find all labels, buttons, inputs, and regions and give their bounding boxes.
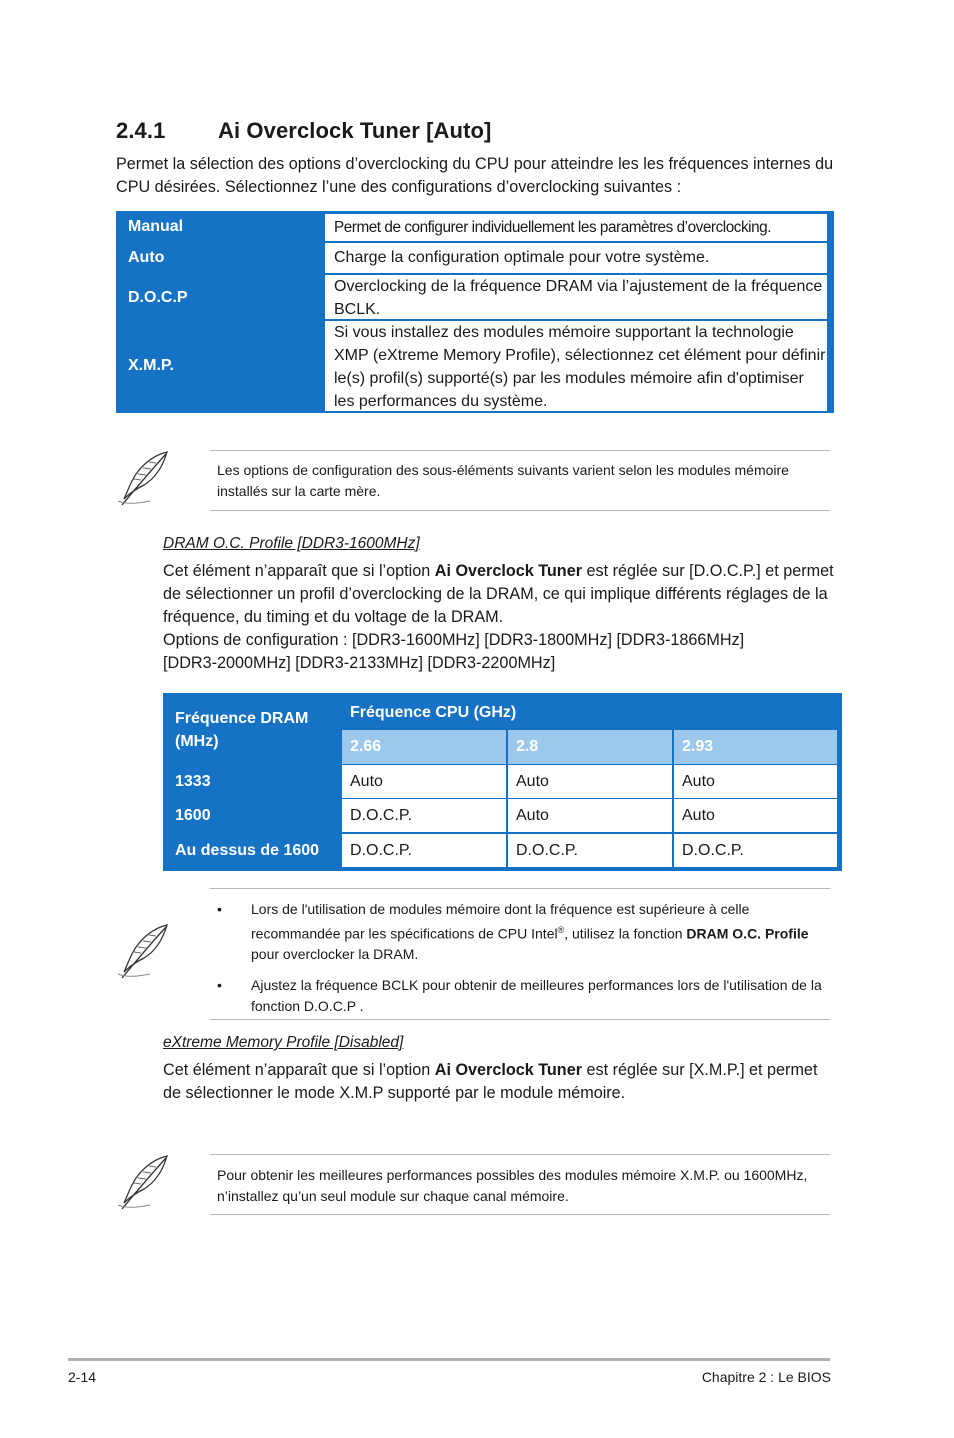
table-cell: D.O.C.P. <box>342 799 506 832</box>
note-bullet-list <box>217 899 832 1027</box>
page-number: 2-14 <box>68 1369 97 1385</box>
option-row-xmp <box>116 321 834 411</box>
table-cell: D.O.C.P. <box>674 834 837 867</box>
option-desc: Si vous installez des modules mémoire supportant la technologie XMP (eXtreme Memory Profile), sélectionnez cet élément pour définir le(s) profil(s) supporté(s) par les modules mémoire afin d'optimiser les performances du système. <box>325 321 827 411</box>
section-heading <box>116 118 491 144</box>
list-item <box>217 899 832 964</box>
option-row-docp <box>116 275 834 320</box>
feather-pen-icon <box>114 922 172 982</box>
dram-row-label: Au dessus de 1600 <box>175 842 320 859</box>
dram-row-label: 1600 <box>175 807 211 824</box>
option-key: X.M.P. <box>128 357 174 374</box>
option-key: Auto <box>128 249 165 266</box>
xmp-heading: eXtreme Memory Profile [Disabled] <box>163 1034 404 1051</box>
dram-row-label: 1333 <box>175 773 211 790</box>
cpu-frequency-header: Fréquence CPU (GHz) <box>350 704 517 721</box>
frequency-table <box>163 693 842 871</box>
option-desc: Permet de configurer individuellement les paramètres d’overclocking. <box>325 214 827 241</box>
bullet: • <box>217 901 222 917</box>
bold-term: Ai Overclock Tuner <box>434 1061 583 1079</box>
text: Cet élément n’apparaît que si l’option <box>163 562 435 580</box>
section-title: Ai Overclock Tuner [Auto] <box>218 118 492 143</box>
options-line: [DDR3-2000MHz] [DDR3-2133MHz] [DDR3-2200MHz] <box>163 654 556 672</box>
text: , utilisez la fonction <box>564 925 687 942</box>
section-intro: Permet la sélection des options d’overclocking du CPU pour atteindre les les fréquences internes du CPU désirées. Sélectionnez l’une des configurations d’overclocking suivantes : <box>116 155 834 196</box>
cpu-value-cell: 2.8 <box>508 730 672 764</box>
section-number: 2.4.1 <box>116 118 166 143</box>
option-key: D.O.C.P <box>128 289 188 306</box>
table-cell: Auto <box>674 765 837 798</box>
text: pour overclocker la DRAM. <box>251 945 419 962</box>
dram-profile-heading: DRAM O.C. Profile [DDR3-1600MHz] <box>163 535 420 552</box>
table-cell: D.O.C.P. <box>508 834 672 867</box>
footer-divider <box>68 1358 830 1361</box>
table-cell: Auto <box>508 799 672 832</box>
list-item <box>217 975 832 1016</box>
dram-frequency-header: Fréquence DRAM (MHz) <box>175 710 309 750</box>
note-divider <box>210 1154 830 1155</box>
note-text: Les options de configuration des sous-éléments suivants varient selon les modules mémoire installés sur la carte mère. <box>217 462 789 499</box>
bold-term: DRAM O.C. Profile <box>686 925 809 942</box>
option-key: Manual <box>128 218 184 235</box>
note-divider <box>210 888 830 889</box>
table-cell: Auto <box>342 765 506 798</box>
cpu-value-cell: 2.93 <box>674 730 837 764</box>
registered-mark: ® <box>557 924 565 935</box>
text: Lors de l'utilisation de modules mémoire dont la fréquence est supérieure à celle recommandée par les spécifications de CPU Intel <box>251 901 750 942</box>
note-text: Pour obtenir les meilleures performances possibles des modules mémoire X.M.P. ou 1600MHz, n’installez qu’un seul module sur chaque canal mémoire. <box>217 1167 808 1204</box>
note-divider <box>210 450 830 451</box>
table-cell: D.O.C.P. <box>342 834 506 867</box>
note-divider <box>210 1214 830 1215</box>
text: est réglée sur [D.O.C.P.] et permet de sélectionner un profil d’overclocking de la DRAM, ce qui implique différents réglages de la fréquence, du timing et du voltage de la DRAM. <box>163 562 834 626</box>
table-cell: Auto <box>508 765 672 798</box>
option-row-auto <box>116 242 834 274</box>
cpu-value-cell: 2.66 <box>342 730 506 764</box>
xmp-description <box>163 1059 835 1105</box>
option-desc: Overclocking de la fréquence DRAM via l’ajustement de la fréquence BCLK. <box>325 275 827 319</box>
bold-term: Ai Overclock Tuner <box>434 562 583 580</box>
text: est réglée sur [X.M.P.] et permet de sélectionner le mode X.M.P supporté par le module mémoire. <box>163 1061 818 1102</box>
option-desc: Charge la configuration optimale pour votre système. <box>325 243 827 273</box>
options-table <box>116 211 834 413</box>
dram-profile-description <box>163 560 835 675</box>
text: Cet élément n’apparaît que si l’option <box>163 1061 435 1079</box>
feather-pen-icon <box>114 1153 172 1213</box>
feather-pen-icon <box>114 449 172 509</box>
options-line: Options de configuration : [DDR3-1600MHz] [DDR3-1800MHz] [DDR3-1866MHz] <box>163 631 745 649</box>
option-row-manual <box>116 211 834 242</box>
note-divider <box>210 1019 830 1020</box>
bullet: • <box>217 977 222 994</box>
chapter-label: Chapitre 2 : Le BIOS <box>701 1369 831 1385</box>
note-divider <box>210 510 830 511</box>
table-cell: Auto <box>674 799 837 832</box>
text: Ajustez la fréquence BCLK pour obtenir de meilleures performances lors de l'utilisation de la fonction D.O.C.P . <box>251 977 822 1014</box>
